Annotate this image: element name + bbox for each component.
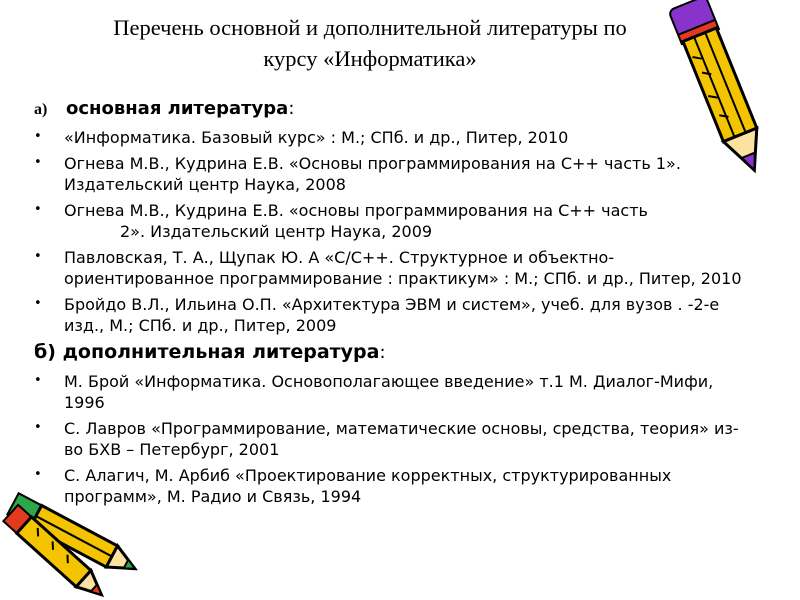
pencil-right-icon <box>668 0 780 190</box>
list-item: • С. Алагич, М. Арбиб «Проектирование корректных, структурированных программ», М. Радио и Связь, 1994 <box>34 466 672 506</box>
list-item: • Бройдо В.Л., Ильина О.П. «Архитектура ЭВМ и систем», учеб. для вузов . -2-е изд., М.; СПб. и др., Питер, 2009 <box>34 295 720 335</box>
literature-list <box>34 98 754 512</box>
section-b-colon: : <box>379 342 386 363</box>
section-a-colon: : <box>288 98 295 119</box>
section-b-list <box>34 371 754 507</box>
list-item: • Огнева М.В., Кудрина Е.В. «основы программирования на С++ часть 2». Издательский центр Наука, 2009 <box>34 201 648 241</box>
bullet-icon: • <box>34 420 42 435</box>
list-item: • Павловская, Т. А., Щупак Ю. А «C/C++. Структурное и объектно-ориентированное программирование : практикум» : М.; СПб. и др., Питер, 2010 <box>34 248 742 288</box>
section-b-title: б) дополнительная литература <box>34 341 380 363</box>
list-item: • «Информатика. Базовый курс» : М.; СПб. и др., Питер, 2010 <box>34 128 569 147</box>
bullet-icon: • <box>34 373 42 388</box>
bullet-icon: • <box>34 249 42 264</box>
section-a-title: основная литература <box>66 98 289 119</box>
title-line-2: курсу «Информатика» <box>263 46 477 71</box>
section-a-list <box>34 127 754 336</box>
list-item: • Огнева М.В., Кудрина Е.В. «Основы программирования на С++ часть 1». Издательский центр Наука, 2008 <box>34 154 681 194</box>
bullet-icon: • <box>34 129 42 144</box>
title-line-1: Перечень основной и дополнительной литературы по <box>113 15 627 40</box>
section-b-heading <box>34 341 754 363</box>
section-a-marker: а) <box>34 101 48 118</box>
bullet-icon: • <box>34 467 42 482</box>
section-a-heading <box>34 98 754 119</box>
bullet-icon: • <box>34 296 42 311</box>
list-item: • С. Лавров «Программирование, математические основы, средства, теория» из-во БХВ – Петербург, 2001 <box>34 419 739 459</box>
bullet-icon: • <box>34 202 42 217</box>
page-title <box>40 12 700 74</box>
pencils-left-icon <box>0 488 160 600</box>
bullet-icon: • <box>34 155 42 170</box>
list-item: • М. Брой «Информатика. Основополагающее введение» т.1 М. Диалог-Мифи, 1996 <box>34 372 714 412</box>
